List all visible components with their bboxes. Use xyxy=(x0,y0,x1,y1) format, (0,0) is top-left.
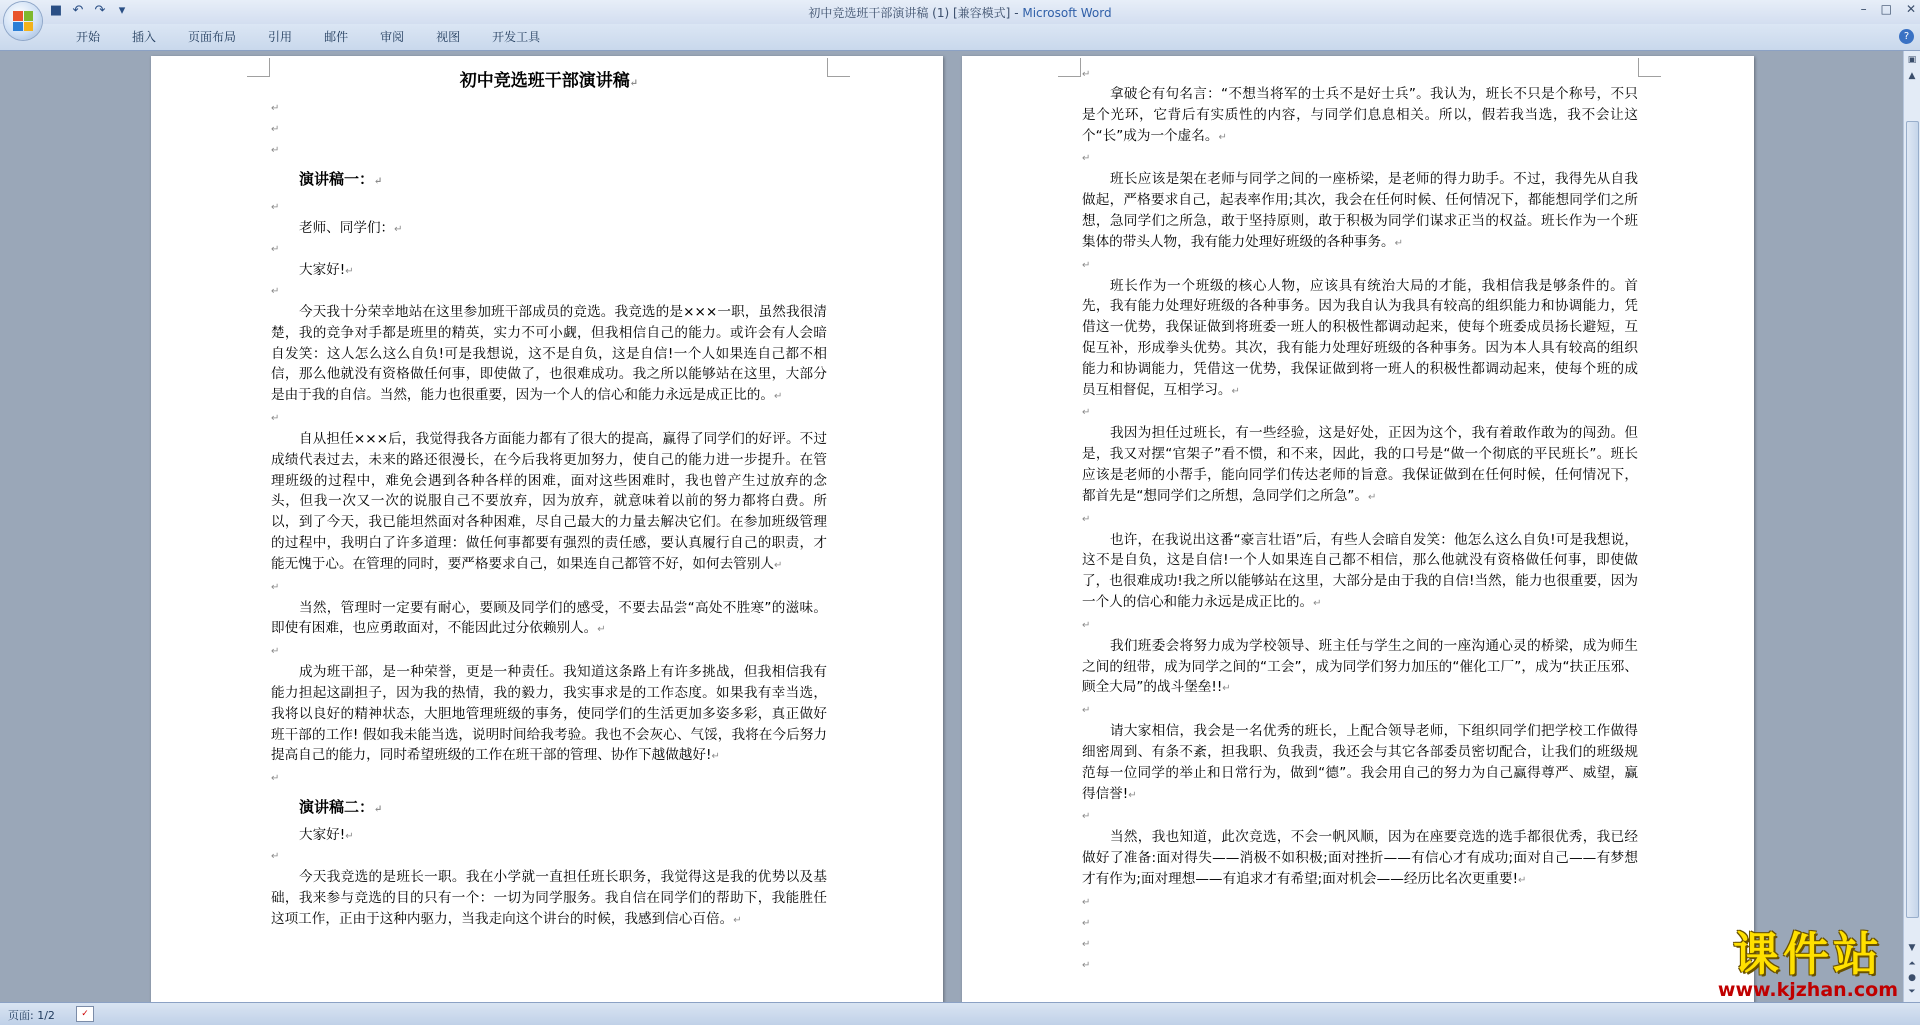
paragraph-mark: ↵ xyxy=(1082,811,1091,823)
tab-developer[interactable]: 开发工具 xyxy=(492,30,541,44)
previous-page-icon[interactable]: ⏶ xyxy=(1908,959,1916,969)
tab-view[interactable]: 视图 xyxy=(436,30,461,44)
window-title: 初中竞选班干部演讲稿 (1) [兼容模式] - Microsoft Word xyxy=(808,6,1112,20)
paragraph-mark: ↵ xyxy=(271,202,280,213)
paragraph: 当然，我也知道，此次竞选，不会一帆风顺，因为在座要竞选的选手都很优秀，我已经做好了准备:面对得失——消极不如积极;面对挫折——有信心才有成功;面对自己——有梦想才有作为;面对理想——有追求才有希望;面对机会——经历比名次更重要!↵ xyxy=(1082,829,1638,887)
paragraph-mark: ↵ xyxy=(1082,513,1091,525)
paragraph: 今天我十分荣幸地站在这里参加班干部成员的竞选。我竞选的是×××一职，虽然我很清楚，我的竞争对手都是班里的精英，实力不可小觑，但我相信自己的能力。或许会有人会暗自发笑：这人怎么这么自负!可是我想说，这不是自负，这是自信!一个人如果连自己都不相信，那么他就没有资格做任何事，即使做了，也很难成功。我之所以能够站在这里，大部分是由于我的自信。当然，能力也很重要，因为一个人的信心和能力永远是成正比的。↵ xyxy=(271,304,827,404)
document-title: 初中竞选班干部演讲稿↵ xyxy=(459,71,639,91)
help-icon[interactable]: ? xyxy=(1899,29,1914,44)
paragraph-mark: ↵ xyxy=(1082,619,1091,631)
hello-line: 大家好!↵ xyxy=(299,827,354,844)
document-name: 初中竞选班干部演讲稿 (1) [兼容模式] xyxy=(808,6,1011,20)
paragraph-mark: ↵ xyxy=(271,412,280,424)
paragraph-mark: ↵ xyxy=(271,103,280,114)
hello-line: 大家好!↵ xyxy=(299,262,354,278)
maximize-button[interactable]: □ xyxy=(1880,2,1892,16)
paragraph-mark: ↵ xyxy=(1082,259,1091,271)
paragraph: 我们班委会将努力成为学校领导、班主任与学生之间的一座沟通心灵的桥梁，成为师生之间的纽带，成为同学之间的“工会”，成为同学们努力加压的“催化工厂”，成为“扶正压邪、顾全大局”的战斗堡垒!!↵ xyxy=(1082,637,1638,696)
tab-references[interactable]: 引用 xyxy=(268,30,293,44)
paragraph-mark: ↵ xyxy=(1082,69,1091,80)
paragraph: 请大家相信，我会是一名优秀的班长，上配合领导老师，下组织同学们把学校工作做得细密周到、有条不紊，担我职、负我责，我还会与其它各部委员密切配合，让我们的班级规范每一位同学的举止和日常行为，做到“德”。我会用自己的努力为自己赢得尊严、威望，赢得信誉!↵ xyxy=(1082,723,1638,802)
close-button[interactable]: ✕ xyxy=(1905,2,1916,16)
page-1[interactable] xyxy=(151,56,943,1003)
page-count[interactable]: 页面: 1/2 xyxy=(8,1009,55,1022)
scroll-up-icon[interactable]: ▲ xyxy=(1908,71,1916,81)
paragraph: 我因为担任过班长，有一些经验，这是好处，正因为这个，我有着敢作敢为的闯劲。但是，我又对摆“官架子”看不惯，和不来，因此，我的口号是“做一个彻底的平民班长”。班长应该是老师的小帮手，能向同学们传达老师的旨意。我保证做到在任何时候，任何情况下，都首先是“想同学们之所想，急同学们之所急”。↵ xyxy=(1082,425,1638,504)
paragraph-mark: ↵ xyxy=(271,581,280,593)
redo-icon[interactable]: ↷ xyxy=(94,3,106,18)
ruler-toggle-icon[interactable]: ▣ xyxy=(1907,55,1917,65)
watermark-title: 课件站 xyxy=(1732,927,1883,981)
next-page-icon[interactable]: ⏷ xyxy=(1908,987,1916,997)
scroll-down-icon[interactable]: ▼ xyxy=(1908,943,1916,953)
paragraph-mark: ↵ xyxy=(1082,407,1091,419)
watermark-logo xyxy=(1718,929,1898,1001)
scrollbar-thumb[interactable] xyxy=(1906,121,1919,918)
tab-insert[interactable]: 插入 xyxy=(132,30,157,44)
paragraph-mark: ↵ xyxy=(271,646,280,658)
save-icon[interactable]: ■ xyxy=(49,3,63,18)
crop-mark xyxy=(247,58,270,77)
paragraph-mark: ↵ xyxy=(271,773,280,785)
select-browse-object-icon[interactable]: ● xyxy=(1908,973,1916,983)
document-area[interactable] xyxy=(0,51,1904,1003)
crop-mark xyxy=(1058,58,1081,77)
vertical-scrollbar[interactable] xyxy=(1903,51,1920,1003)
paragraph-mark: ↵ xyxy=(1082,153,1091,165)
crop-mark xyxy=(827,58,850,77)
undo-icon[interactable]: ↶ xyxy=(72,3,84,18)
proofing-icon[interactable]: ✓ xyxy=(76,1006,94,1022)
paragraph-mark: ↵ xyxy=(271,286,280,297)
page-2[interactable] xyxy=(962,56,1754,1003)
paragraph-mark: ↵ xyxy=(271,244,280,255)
office-logo-icon xyxy=(13,11,33,31)
paragraph: 当然，管理时一定要有耐心，要顾及同学们的感受，不要去品尝“高处不胜寒”的滋味。即使有困难，也应勇敢面对，不能因此过分依赖别人。↵ xyxy=(271,599,827,637)
speech-heading-1: 演讲稿一：↵ xyxy=(299,170,383,188)
paragraph: 今天我竞选的是班长一职。我在小学就一直担任班长职务，我觉得这是我的优势以及基础，我来参与竞选的目的只有一个：一切为同学服务。我自信在同学们的帮助下，我能胜任这项工作，正由于这种内驱力，当我走向这个讲台的时候，我感到信心百倍。↵ xyxy=(271,869,827,927)
tab-review[interactable]: 审阅 xyxy=(380,30,405,44)
app-name: Microsoft Word xyxy=(1022,6,1112,20)
title-bar xyxy=(0,0,1920,24)
paragraph-mark: ↵ xyxy=(1082,705,1091,717)
paragraph-mark: ↵ xyxy=(1082,896,1091,908)
window-controls xyxy=(1861,2,1916,16)
paragraph: 班长作为一个班级的核心人物，应该具有统治大局的才能，我相信我是够条件的。首先，我有能力处理好班级的各种事务。因为我自认为我具有较高的组织能力和协调能力，凭借这一优势，我保证做到将班委一班人的积极性都调动起来，使每个班委成员扬长避短，互促互补，形成拳头优势。其次，我有能力处理好班级的各种事务。因为本人具有较高的组织能力和协调能力，凭借这一优势，我保证做到将一班人的积极性都调动起来，使每个班的成员互相督促，互相学习。↵ xyxy=(1082,277,1638,398)
speech-heading-2: 演讲稿二：↵ xyxy=(299,798,383,817)
paragraph-mark: ↵ xyxy=(1082,959,1091,971)
status-bar xyxy=(0,1002,1920,1025)
office-button[interactable] xyxy=(4,2,42,40)
paragraph: 成为班干部，是一种荣誉，更是一种责任。我知道这条路上有许多挑战，但我相信我有能力担起这副担子，因为我的热情，我的毅力，我实事求是的工作态度。如果我有幸当选，我将以良好的精神状态，大胆地管理班级的事务，使同学们的生活更加多姿多彩，真正做好班干部的工作! 假如我未能当选，说明时间给我考验。我也不会灰心、气馁，我将在今后努力提高自己的能力，同时希望班级的工作在班干部的管理、协作下越做越好!↵ xyxy=(271,664,827,764)
paragraph-mark: ↵ xyxy=(271,145,280,156)
ribbon-tabs xyxy=(60,29,556,45)
watermark-url: www.kjzhan.com xyxy=(1717,979,1898,1001)
minimize-button[interactable]: – xyxy=(1860,2,1867,16)
paragraph: 拿破仑有句名言：“不想当将军的士兵不是好士兵”。我认为，班长不只是个称号，不只是个光环，它背后有实质性的内容，与同学们息息相关。所以，假若我当选，我不会让这个“长”成为一个虚名。↵ xyxy=(1082,86,1638,144)
paragraph: 自从担任×××后，我觉得我各方面能力都有了很大的提高，赢得了同学们的好评。不过成绩代表过去，未来的路还很漫长，在今后我将更加努力，使自己的能力进一步提升。在管理班级的过程中，难免会遇到各种各样的困难，面对这些困难时，我也曾产生过放弃的念头，但我一次又一次的说服自己不要放弃，因为放弃，就意味着以前的努力都将白费。所以，到了今天，我已能坦然面对各种困难，尽自己最大的力量去解决它们。在参加班级管理的过程中，我明白了许多道理：做任何事都要有强烈的责任感，要认真履行自己的职责，才能无愧于心。在管理的同时，要严格要求自己，如果连自己都管不好，如何去管别人↵ xyxy=(271,430,827,572)
tab-page-layout[interactable]: 页面布局 xyxy=(188,30,237,44)
page-2-content xyxy=(1082,66,1638,976)
paragraph-mark: ↵ xyxy=(1082,938,1091,950)
paragraph-mark: ↵ xyxy=(1082,917,1091,929)
paragraph: 也许，在我说出这番“豪言壮语”后，有些人会暗自发笑：他怎么这么自负!可是我想说，这不是自负，这是自信!一个人如果连自己都不相信，那么他就没有资格做任何事，即使做了，也很难成功!我之所以能够站在这里，大部分是由于我的自信!当然，能力也很重要，因为一个人的信心和能力永远是成正比的。↵ xyxy=(1082,531,1638,610)
crop-mark xyxy=(1638,58,1661,77)
ribbon-tab-bar xyxy=(0,24,1920,51)
greeting: 老师、同学们：↵ xyxy=(299,220,403,236)
customize-qat-button[interactable]: ▾ xyxy=(118,3,126,18)
paragraph-mark: ↵ xyxy=(271,124,280,135)
tab-home[interactable]: 开始 xyxy=(76,30,101,44)
paragraph-mark: ↵ xyxy=(271,851,280,863)
tab-mailings[interactable]: 邮件 xyxy=(324,30,349,44)
paragraph: 班长应该是架在老师与同学之间的一座桥梁，是老师的得力助手。不过，我得先从自我做起，严格要求自己，起表率作用;其次，我会在任何时候、任何情况下，都能想同学们之所想，急同学们之所急，敢于坚持原则，敢于积极为同学们谋求正当的权益。班长作为一个班集体的带头人物，我有能力处理好班级的各种事务。↵ xyxy=(1082,171,1638,250)
page-1-content xyxy=(271,64,827,932)
